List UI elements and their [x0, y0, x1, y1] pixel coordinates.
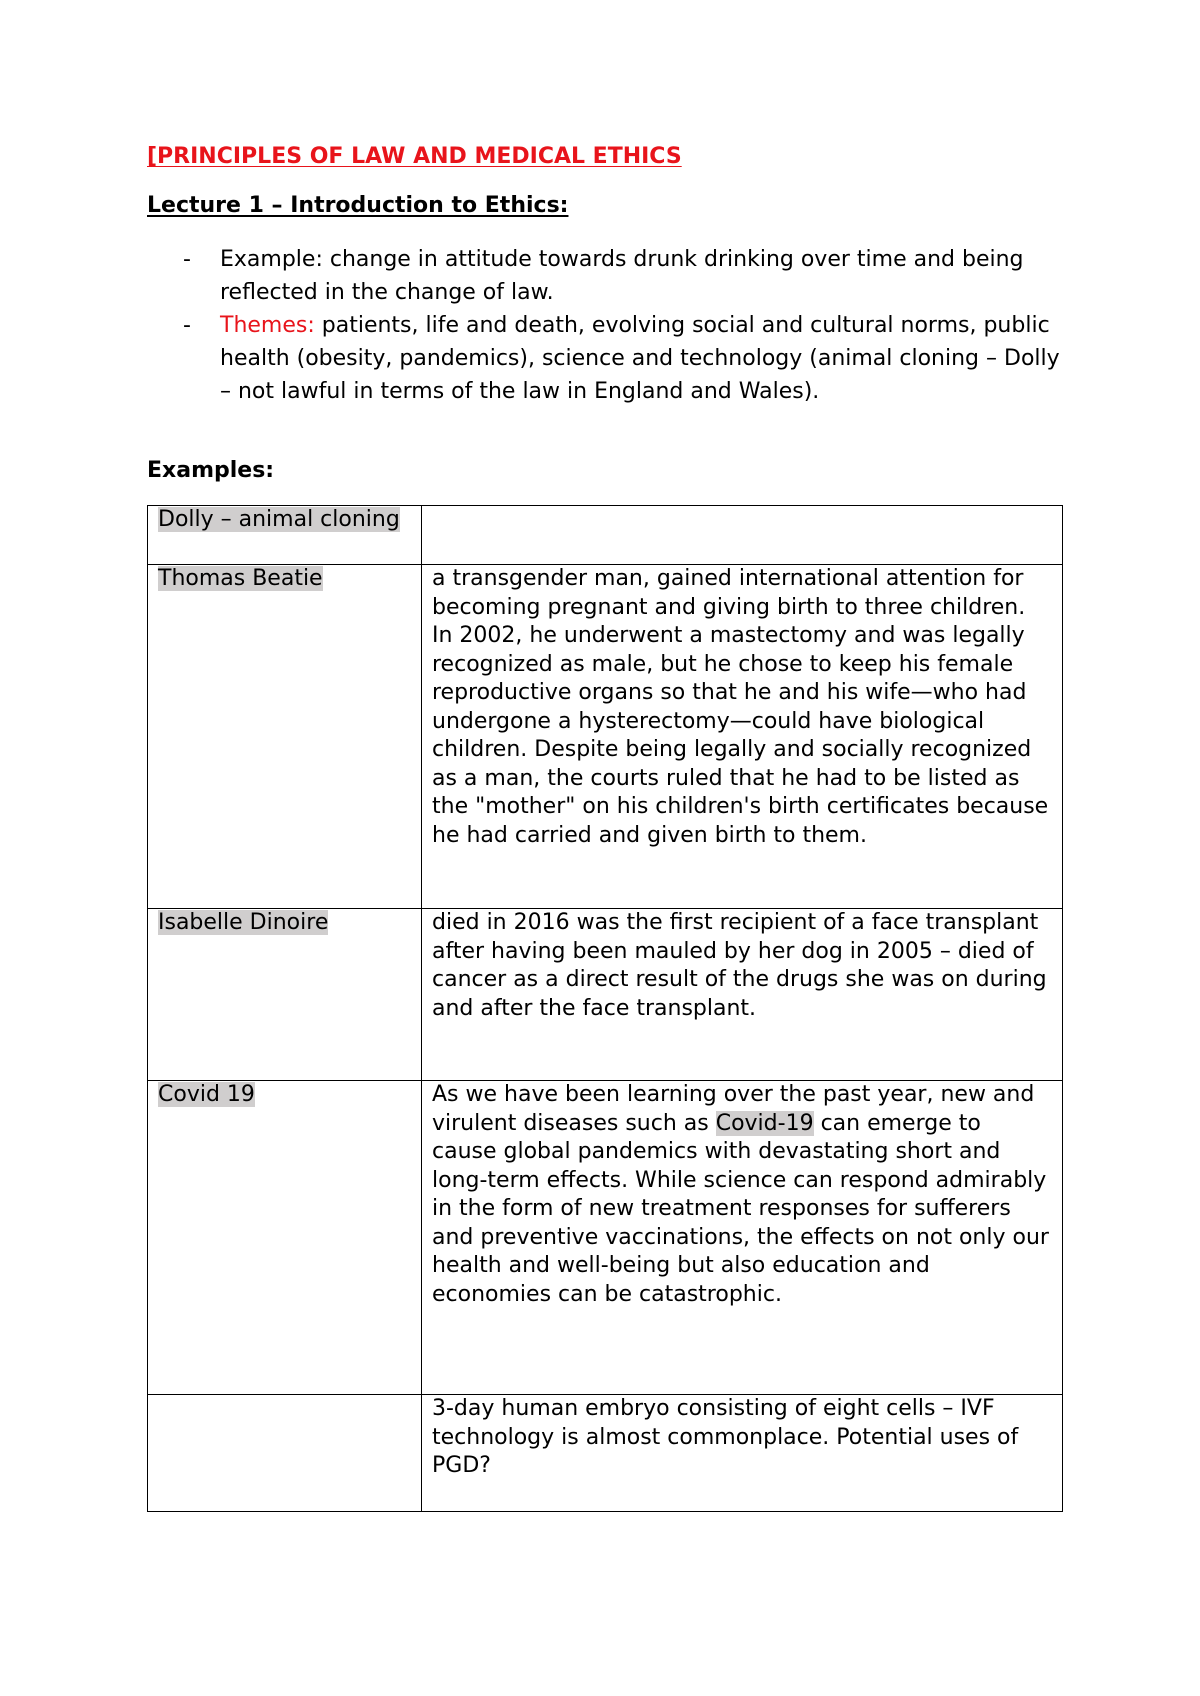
table-cell-description: [422, 506, 1063, 565]
bullet-dash: -: [183, 247, 191, 272]
table-cell-description: [422, 909, 1063, 1081]
table-row: [148, 565, 1063, 909]
description-text: As we have been learning over the past year, new and virulent diseases such as: [432, 1082, 1035, 1136]
table-cell-description: [422, 1395, 1063, 1512]
bullet-text: patients, life and death, evolving social and cultural norms, public health (obesity, pandemics), science and technology (animal cloning – Dolly – not lawful in terms of the law in England and Wales).: [220, 313, 1060, 404]
table-row: [148, 1081, 1063, 1395]
description-text: can emerge to cause global pandemics with devastating short and long-term effects. While science can respond admirably in the form of new treatment responses for sufferers and preventive vaccinations, the effects on not only our health and well-being but also education and economies can be catastrophic.: [432, 1110, 1049, 1307]
document-title: [PRINCIPLES OF LAW AND MEDICAL ETHICS: [147, 144, 682, 169]
lecture-heading: Lecture 1 – Introduction to Ethics:: [147, 193, 569, 218]
highlighted-name: Covid 19: [158, 1082, 255, 1107]
highlighted-term: Covid-19: [715, 1110, 814, 1136]
examples-table: [147, 505, 1063, 1512]
themes-label: Themes:: [220, 313, 315, 338]
bullet-dash: -: [183, 313, 191, 338]
bullet-text: Example: change in attitude towards drunk drinking over time and being reflected in the change of law.: [220, 247, 1024, 305]
examples-heading: Examples:: [147, 458, 275, 483]
bullet-themes: [147, 309, 1077, 408]
description-text: 3-day human embryo consisting of eight cells – IVF technology is almost commonplace. Potential uses of PGD?: [432, 1396, 1019, 1478]
bullet-example: [147, 243, 1077, 309]
highlighted-name: Isabelle Dinoire: [158, 910, 329, 935]
table-cell-name: [148, 506, 422, 565]
description-text: a transgender man, gained international attention for becoming pregnant and giving birth to three children. In 2002, he underwent a mastectomy and was legally recognized as male, but he chose to keep his female reproductive organs so that he and his wife—who had undergone a hysterectomy—could have biological children. Despite being legally and socially recognized as a man, the courts ruled that he had to be listed as the "mother" on his children's birth certificates because he had carried and given birth to them.: [432, 566, 1049, 848]
table-cell-name: [148, 1081, 422, 1395]
description-text: died in 2016 was the first recipient of a face transplant after having been mauled by her dog in 2005 – died of cancer as a direct result of the drugs she was on during and after the face transplant.: [432, 910, 1047, 1021]
table-row: [148, 1395, 1063, 1512]
table-cell-name: [148, 565, 422, 909]
table-cell-description: [422, 565, 1063, 909]
intro-bullet-list: [147, 243, 1077, 408]
table-cell-description: [422, 1081, 1063, 1395]
highlighted-name: Thomas Beatie: [158, 566, 323, 591]
table-row: [148, 909, 1063, 1081]
table-cell-name: [148, 1395, 422, 1512]
table-row: [148, 506, 1063, 565]
highlighted-name: Dolly – animal cloning: [158, 507, 400, 532]
table-cell-name: [148, 909, 422, 1081]
